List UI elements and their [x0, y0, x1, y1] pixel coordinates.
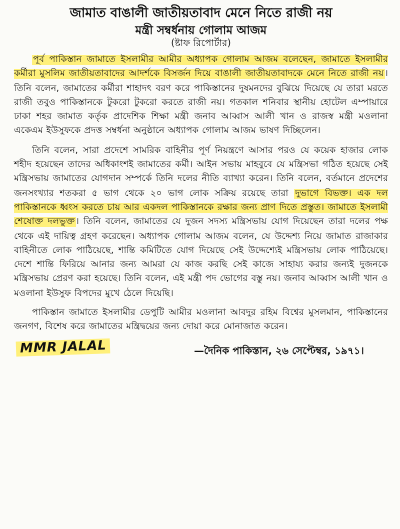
headline: জামাত বাঙালী জাতীয়তাবাদ মেনে নিতে রাজী নয়	[69, 6, 333, 21]
paragraph-text: পাকিস্তান জামাতে ইসলামীর ডেপুটি আমীর মওলানা আবদুর রহিম বিশ্বের মুসলমান, পাকিস্তানের জনগণ, বিশেষ করে জামাতের মন্ত্রিদ্বয়ের জন্য দোয়া করে মোনাজাত করেন।	[14, 308, 388, 333]
paragraph-text: । তিনি বলেন, জামাতের কর্মীরা শাহাদৎ বরণ করে পাকিস্তানের দুষমনদের বুঝিয়ে দিয়েছে যে তারা মরতে রাজী তবুও পাকিস্তানকে টুকরো টুকরো করতে রাজী নয়। গতকাল শনিবার স্থানীয় হোটেল এম্পায়ারে ঢাকা শহর জামাত কর্তৃক প্রাদেশিক শিক্ষা মন্ত্রী জনাব আব্বাস আলী খান ও রাজস্ব মন্ত্রী মওলানা একেএম ইউসুফকে প্রদত্ত সম্বর্ধনা অনুষ্ঠানে অধ্যাপক গোলাম আজম ভাষণ দিচ্ছিলেন।	[14, 69, 388, 137]
highlighted-text: দুভাগে বিভক্ত। এক দল পাকিস্তানকে ধ্বংস করতে চায় আর একদল পাকিস্তানকে রক্ষার জন্য প্রাণ দিতে প্রস্তুত। জামাতে ইসলামী শেষোক্ত দলভুক্ত	[14, 188, 388, 228]
paragraph-text: । তিনি বলেন, জামাতের যে দুজন সদস্য মন্ত্রিসভায় যোগ দিয়েছেন তারা দলের পক্ষ থেকে এই দায়িত্ব গ্রহণ করেছেন। অধ্যাপক গোলাম আজম বলেন, যে উদ্দেশ্য নিয়ে জামাত রাজাকার বাহিনীতে লোক পাঠিয়েছে, শান্তি কমিটিতে যোগ দিয়েছে সেই উদ্দেশ্যেই মন্ত্রিসভায় লোক পাঠিয়েছে। দেশে শান্তি ফিরিয়ে আনার জন্য আমরা যে কাজ করছি সেই কাজে সাহায্য করার জন্যই দুজনকে মন্ত্রিসভায় প্রেরণ করা হয়েছে। তিনি বলেন, এই মন্ত্রী পদ ভোগের বস্তু নয়। জনাব আব্বাস আলী খান ও মওলানা ইউসুফ বিপদের মুখে ঠেলে দিয়েছি।	[14, 217, 388, 299]
paragraph-1	[14, 53, 388, 139]
highlighted-text: পূর্ব পাকিস্তান জামাতে ইসলামীর আমীর অধ্যাপক গোলাম আজম বলেছেন, জামাতে ইসলামীর কর্মীরা মুসলিম জাতীয়তাবাদের আদর্শকে বিসর্জন দিয়ে বাঙালী জাতীয়তাবাদকে মেনে নিতে রাজী নয়	[14, 55, 388, 80]
subheadline: মন্ত্রী সম্বর্ধনায় গোলাম আজম	[135, 23, 267, 37]
source-citation: —দৈনিক পাকিস্তান, ২৬ সেপ্টেম্বর, ১৯৭১।	[194, 345, 364, 357]
paragraph-3	[14, 306, 388, 335]
paragraph-text: তিনি বলেন, সারা প্রদেশে সামরিক বাহিনীর পূর্ণ নিয়ন্ত্রণে আসার পরও যে কয়েক হাজার লোক শহীদ হয়েছেন তাদের অধিকাংশই জামাতের কর্মী। আইন সভায় মাহবুবে যে মন্ত্রিসভা গঠিত হয়েছে সেই মন্ত্রিসভায় জামাতের যোগদান সম্পর্কে তিনি দলের নীতি ব্যাখ্যা করেন। তিনি বলেন, বর্তমানে প্রদেশের জনসংখ্যার শতকরা ৫ ভাগ থেকে ২০ ভাগ লোক সক্রিয় রয়েছে তারা	[14, 145, 388, 199]
footer	[14, 340, 388, 362]
byline: (ষ্টাফ রিপোর্টার)	[171, 38, 231, 49]
paragraph-2	[14, 144, 388, 301]
handwritten-signature: MMR JALAL	[16, 338, 111, 356]
